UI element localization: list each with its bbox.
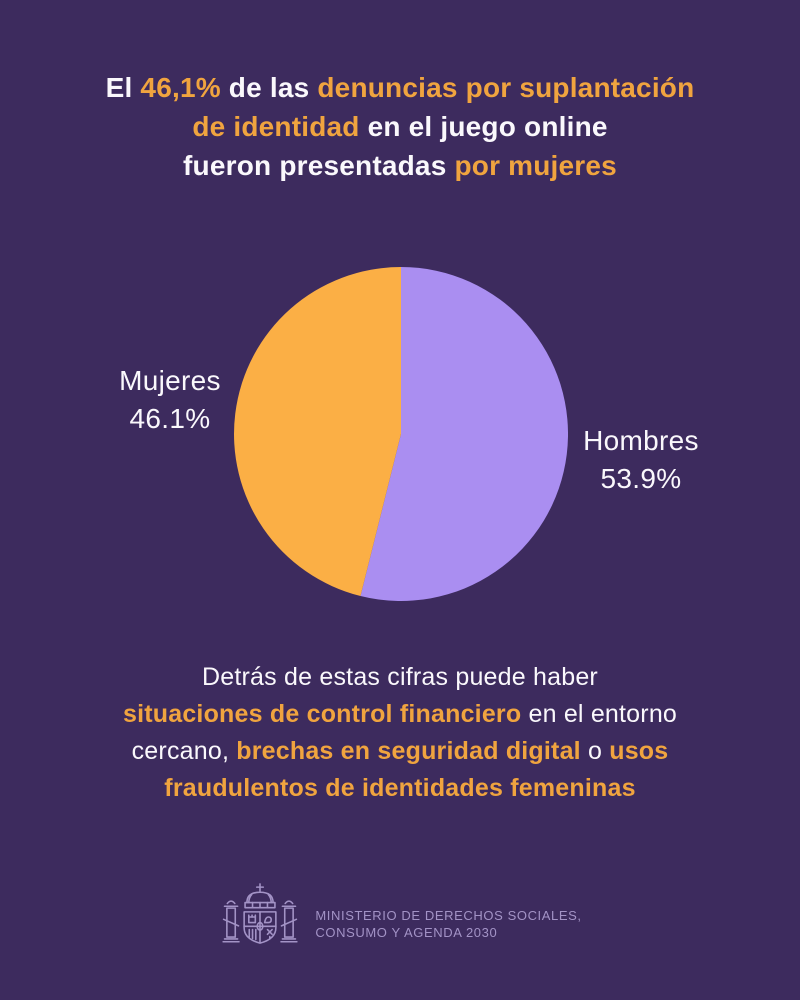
headline — [0, 68, 800, 185]
ministry-footer — [0, 880, 800, 968]
pie-label-mujeres — [78, 362, 262, 438]
headline-segment: en el juego online — [359, 111, 608, 142]
ministry-name-line-2: CONSUMO Y AGENDA 2030 — [315, 925, 498, 940]
caption — [0, 659, 800, 807]
headline-segment-highlight: por mujeres — [454, 150, 617, 181]
caption-segment-highlight: fraudulentos de identidades femeninas — [164, 774, 636, 802]
headline-line-2 — [0, 107, 800, 146]
pie-label-hombres-value: 53.9% — [600, 463, 682, 494]
headline-segment-highlight: denuncias por suplantación — [317, 72, 695, 103]
caption-segment-highlight: situaciones de control financiero — [122, 700, 522, 728]
caption-line-4 — [0, 770, 800, 807]
caption-segment-highlight: brechas en seguridad digital — [236, 737, 581, 765]
pie-label-hombres-name: Hombres — [583, 425, 699, 456]
caption-segment: en el entorno — [521, 700, 678, 728]
headline-segment: El — [105, 72, 141, 103]
caption-segment-highlight: usos — [609, 737, 669, 765]
headline-segment-highlight: 46,1% — [140, 72, 221, 103]
headline-segment: de las — [220, 72, 318, 103]
caption-line-1 — [0, 659, 800, 696]
caption-line-3 — [0, 733, 800, 770]
headline-segment: fueron presentadas — [183, 150, 455, 181]
ministry-name — [315, 907, 581, 941]
headline-line-1 — [0, 68, 800, 107]
ministry-name-line-1: MINISTERIO DE DERECHOS SOCIALES, — [315, 908, 582, 923]
headline-segment-highlight: de identidad — [192, 111, 360, 142]
headline-line-3 — [0, 146, 800, 185]
pie-chart — [234, 267, 568, 601]
pie-label-mujeres-value: 46.1% — [129, 403, 211, 434]
pie-label-hombres — [552, 422, 730, 498]
caption-segment: o — [580, 737, 610, 765]
caption-segment: cercano, — [131, 737, 237, 765]
caption-segment: Detrás de estas cifras puede haber — [202, 663, 598, 691]
spain-coat-of-arms-icon — [218, 880, 302, 968]
pie-label-mujeres-name: Mujeres — [119, 365, 221, 396]
caption-line-2 — [0, 696, 800, 733]
